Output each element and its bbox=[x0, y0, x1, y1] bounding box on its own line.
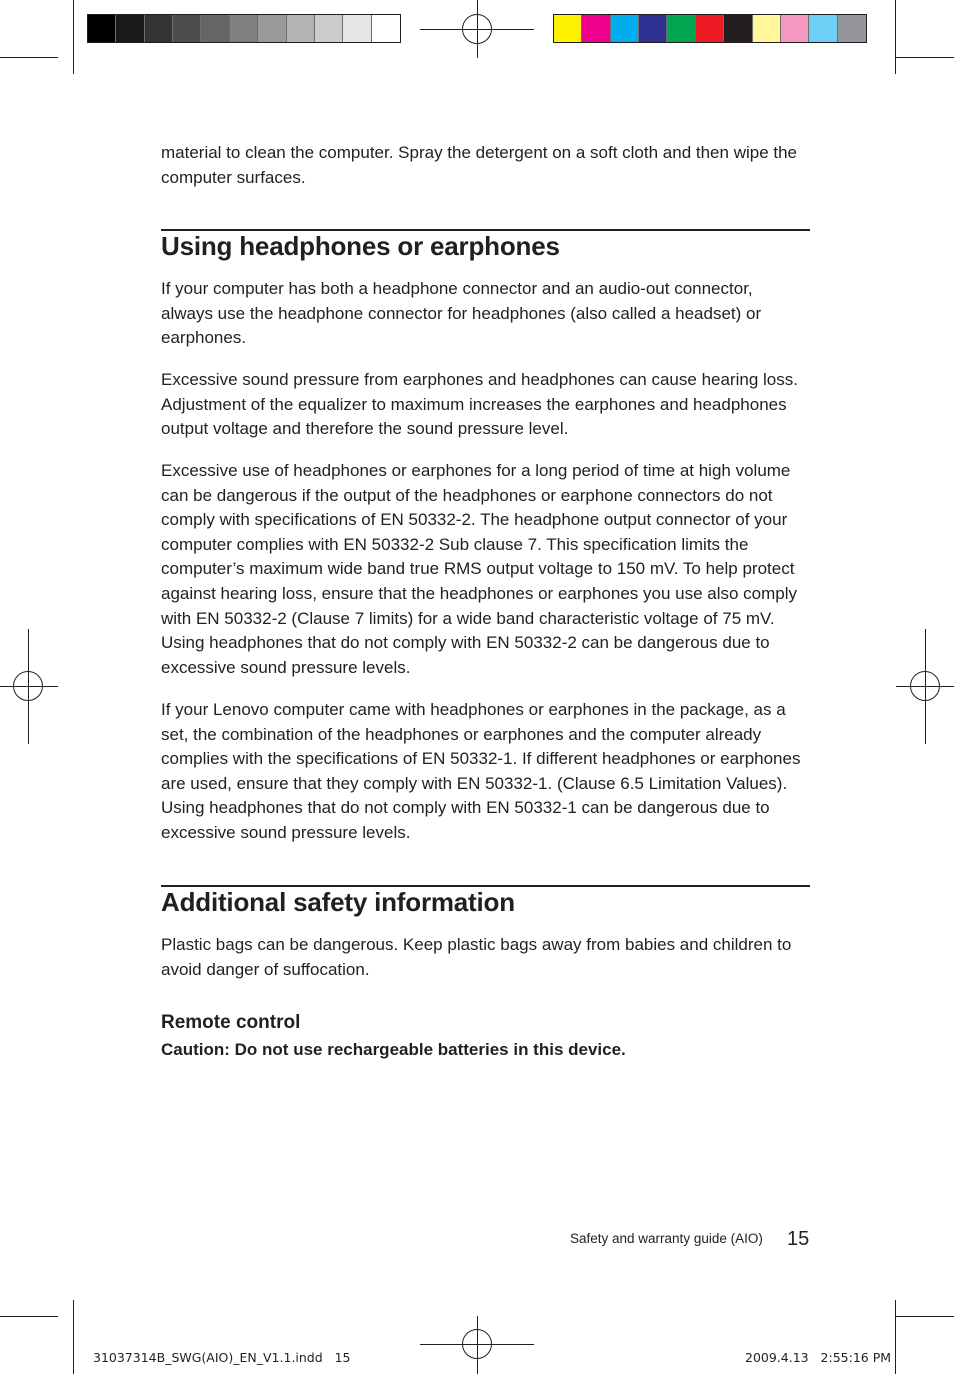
intro-paragraph: material to clean the computer. Spray the detergent on a soft cloth and then wipe the computer surfaces. bbox=[161, 143, 798, 187]
color-swatch bbox=[809, 15, 837, 42]
headphones-paragraph-1: If your computer has both a headphone connector and an audio-out connector, always use the headphone connector for headphones (also called a headset) or earphones. bbox=[161, 279, 762, 348]
color-swatch bbox=[724, 15, 752, 42]
section-heading-headphones: Using headphones or earphones bbox=[161, 231, 560, 261]
headphones-paragraph-3: Excessive use of headphones or earphones for a long period of time at high volume can be dangerous if the output of the headphones or earphone connectors do not comply with specifications of EN 50332-2. The headphone output connector of your computer complies with EN 50332-2 Sub clause 7. This specification limits the computer’s maximum wide band true RMS output voltage to 150 mV. To help protect against hearing loss, ensure that the headphones or earphones you use also comply with EN 50332-2 (Clause 7 limits) for a wide band characteristic voltage of 75 mV. Using headphones that do not comply with EN 50332-2 can be dangerous due to excessive sound pressure levels. bbox=[161, 461, 798, 677]
gray-swatch bbox=[372, 15, 400, 42]
gray-swatch bbox=[258, 15, 286, 42]
color-swatch bbox=[781, 15, 809, 42]
color-swatch bbox=[753, 15, 781, 42]
gray-swatch bbox=[287, 15, 315, 42]
remote-control-subheading: Remote control bbox=[161, 1012, 301, 1033]
color-swatch bbox=[554, 15, 582, 42]
process-color-bar bbox=[553, 14, 867, 43]
headphones-paragraph-2: Excessive sound pressure from earphones and headphones can cause hearing loss. Adjustment of the equalizer to maximum increases the earphones and headphones output voltage and therefore the sound pressure level. bbox=[161, 370, 798, 439]
gray-swatch bbox=[201, 15, 229, 42]
caution-text: Caution: Do not use rechargeable batteries in this device. bbox=[161, 1040, 626, 1059]
color-swatch bbox=[696, 15, 724, 42]
color-swatch bbox=[611, 15, 639, 42]
section-heading-safety: Additional safety information bbox=[161, 887, 515, 917]
gray-swatch bbox=[343, 15, 371, 42]
grayscale-color-bar bbox=[87, 14, 401, 43]
color-swatch bbox=[639, 15, 667, 42]
gray-swatch bbox=[230, 15, 258, 42]
safety-paragraph: Plastic bags can be dangerous. Keep plastic bags away from babies and children to avoid danger of suffocation. bbox=[161, 935, 792, 979]
gray-swatch bbox=[315, 15, 343, 42]
page-number: 15 bbox=[787, 1228, 810, 1250]
slug-datetime: 2009.4.13 2:55:16 PM bbox=[745, 1350, 892, 1365]
footer-guide-title: Safety and warranty guide (AIO) bbox=[570, 1231, 763, 1246]
color-swatch bbox=[582, 15, 610, 42]
gray-swatch bbox=[145, 15, 173, 42]
slug-file-name: 31037314B_SWG(AIO)_EN_V1.1.indd 15 bbox=[93, 1350, 351, 1365]
gray-swatch bbox=[88, 15, 116, 42]
gray-swatch bbox=[173, 15, 201, 42]
color-swatch bbox=[667, 15, 695, 42]
color-swatch bbox=[838, 15, 866, 42]
headphones-paragraph-4: If your Lenovo computer came with headphones or earphones in the package, as a set, the combination of the headphones or earphones and the computer already complies with the specifications of EN 50332-1. If different headphones or earphones are used, ensure that they comply with EN 50332-1. (Clause 6.5 Limitation Values). Using headphones that do not comply with EN 50332-1 can be dangerous due to excessive sound pressure levels. bbox=[161, 700, 801, 842]
gray-swatch bbox=[116, 15, 144, 42]
